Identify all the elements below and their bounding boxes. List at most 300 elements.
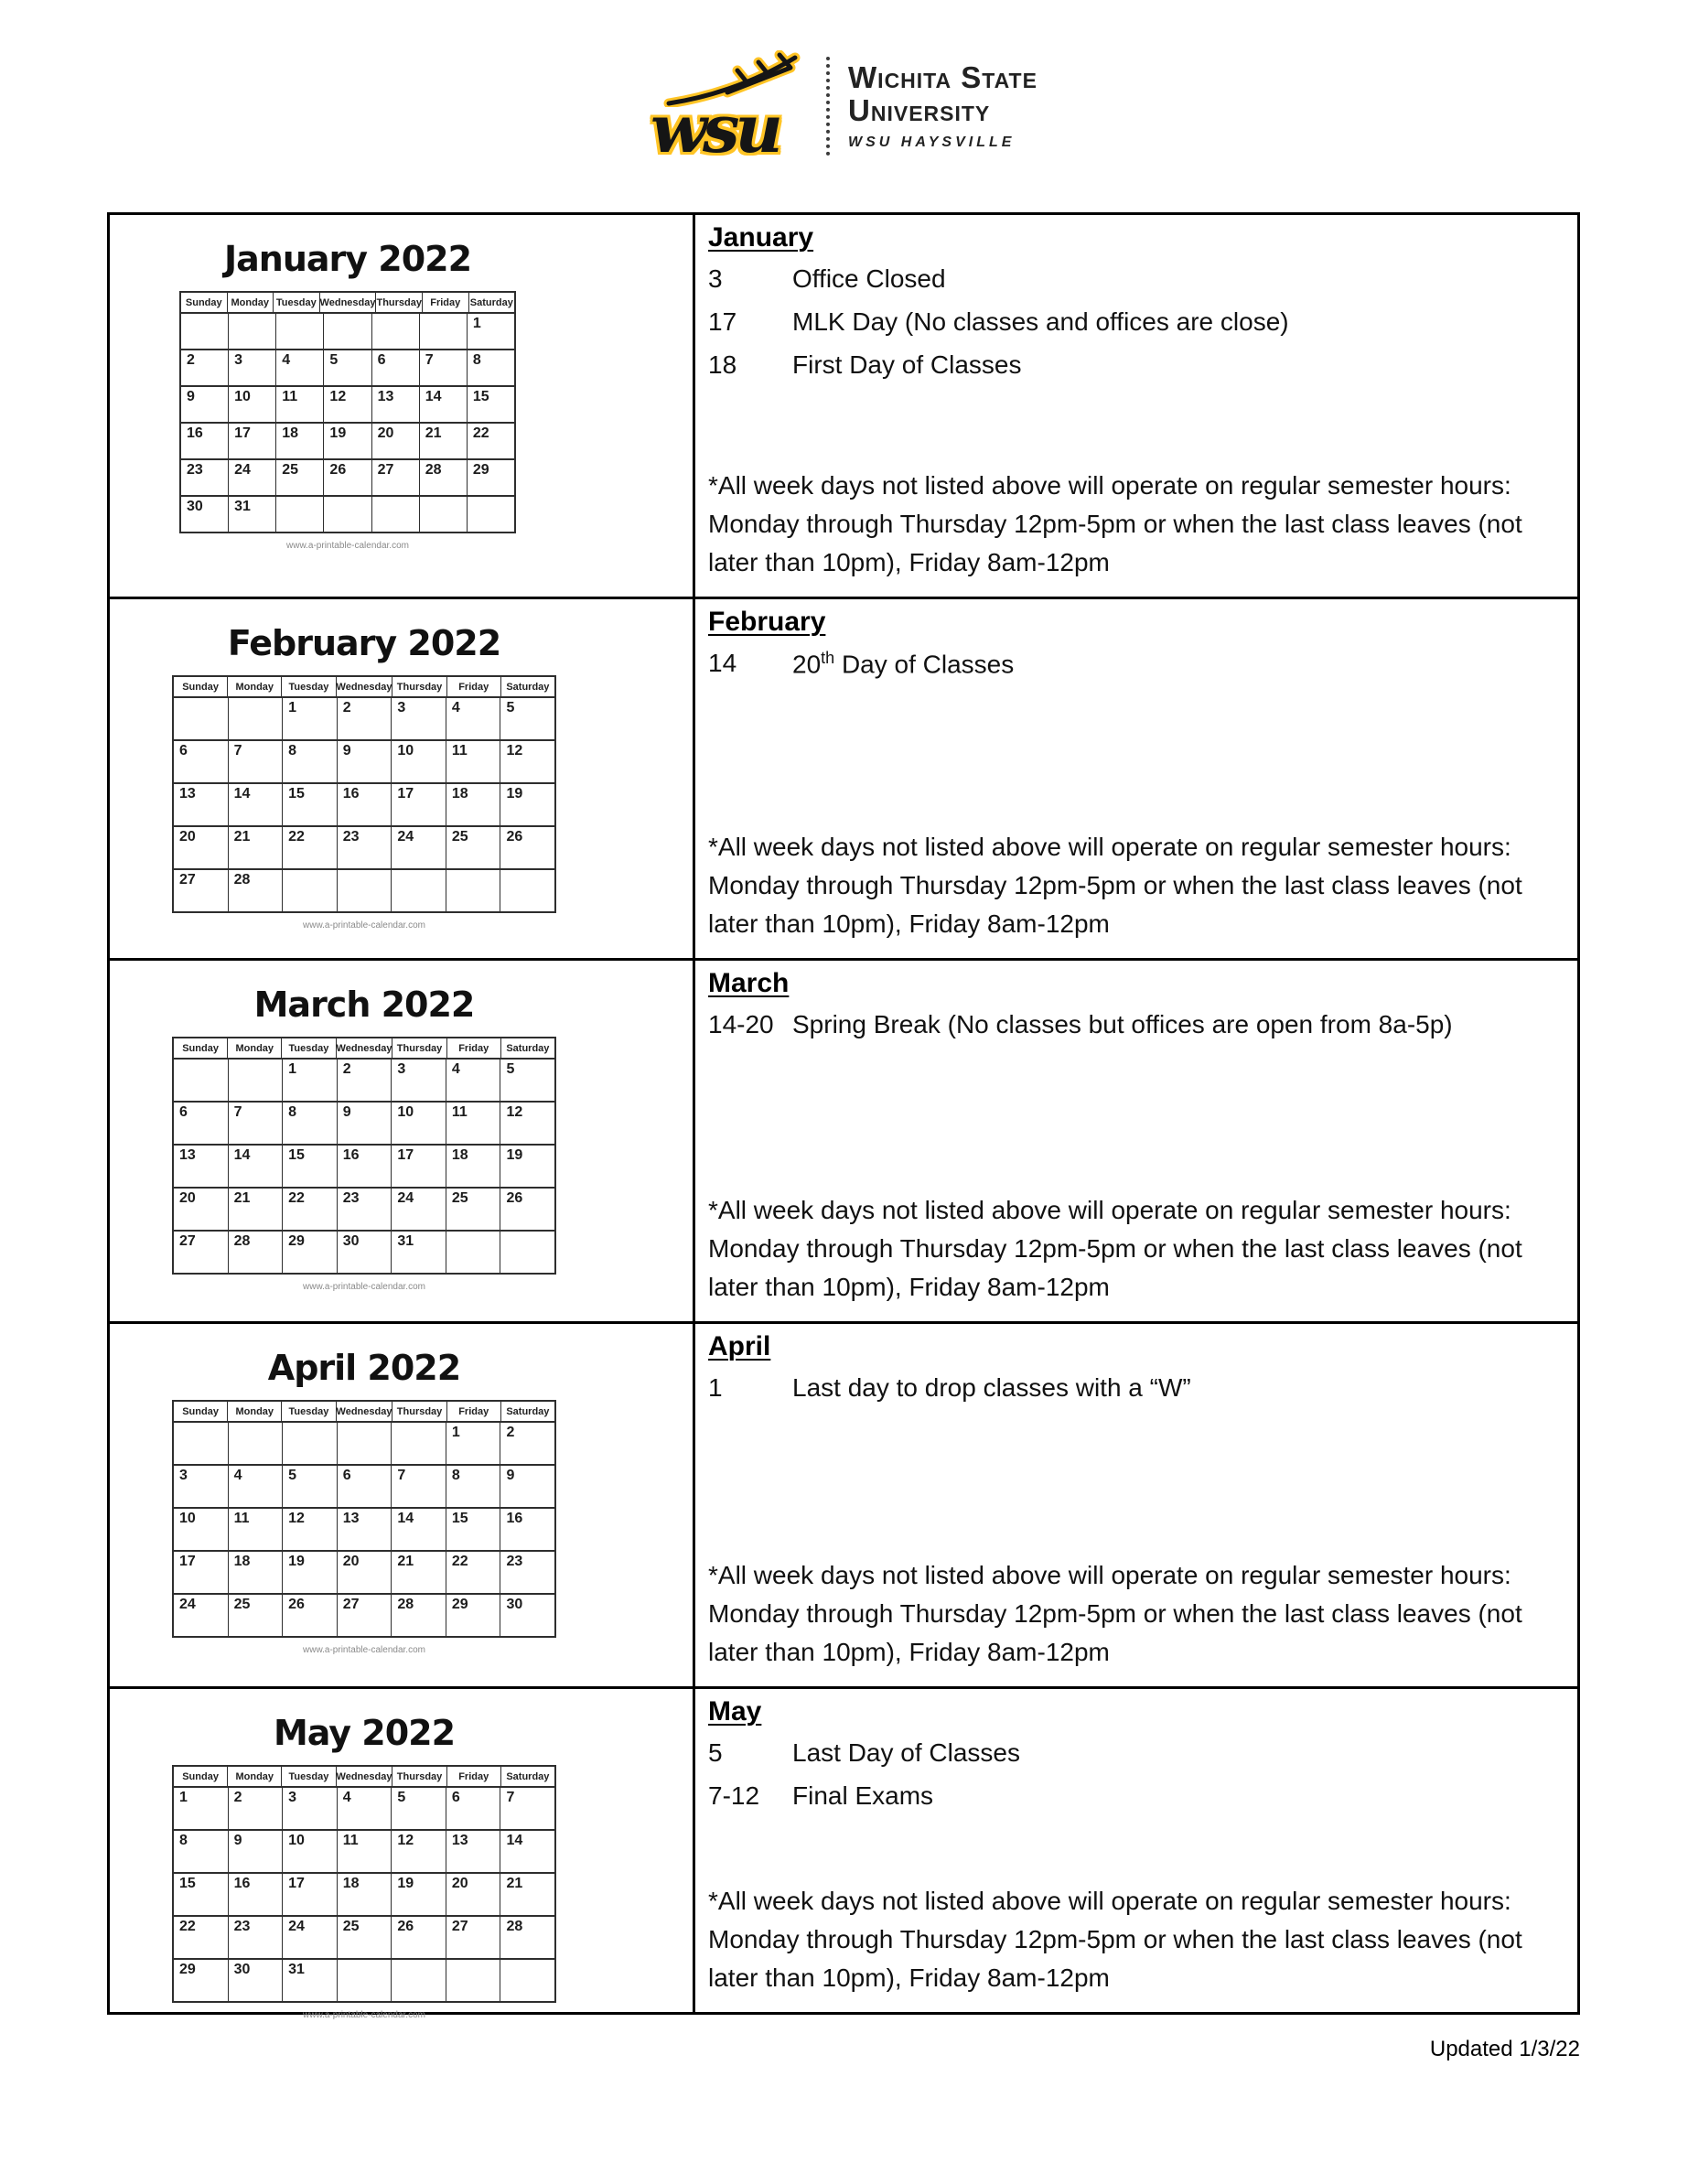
day-cell: 14 (229, 784, 284, 825)
week-row (181, 314, 514, 350)
day-cell: 3 (283, 1788, 338, 1829)
day-cell: 30 (229, 1960, 284, 2001)
day-cell: 20 (174, 827, 229, 868)
hours-note: *All week days not listed above will operate on regular semester hours: Monday through Thursday 12pm-5pm or when the last class leaves (not later than 10pm), Friday 8am-12pm (708, 471, 1522, 576)
calendar-month-title: February 2022 (227, 623, 501, 663)
day-cell: 16 (181, 424, 229, 458)
day-cell: 3 (392, 1060, 446, 1101)
day-cell: 28 (420, 460, 468, 495)
day-cell: 17 (174, 1552, 229, 1593)
day-cell: 24 (174, 1595, 229, 1636)
day-cell: 19 (506, 1147, 523, 1163)
event-dates: 7-12 (708, 1781, 760, 1810)
day-cell: 1 (446, 1423, 501, 1464)
week-row (174, 1466, 554, 1509)
week-row (174, 1831, 554, 1874)
day-cell (229, 1423, 284, 1464)
day-cell (392, 870, 446, 911)
day-cell: 31 (392, 1232, 446, 1273)
day-cell: 8 (283, 741, 338, 782)
weekday-header: Friday (447, 1038, 501, 1058)
day-cell (500, 870, 554, 911)
page-header (0, 50, 1688, 167)
day-cell: 23 (338, 1189, 392, 1230)
day-cell: 10 (392, 1103, 446, 1144)
day-cell: 26 (324, 460, 371, 495)
hours-note: *All week days not listed above will operate on regular semester hours: Monday through Thursday 12pm-5pm or when the last class leaves (not later than 10pm), Friday 8am-12pm (708, 833, 1522, 938)
day-cell: 6 (446, 1788, 501, 1829)
day-cell: 26 (283, 1595, 338, 1636)
event-dates: 14 (708, 649, 737, 677)
weekday-header: Wednesday (337, 1402, 393, 1421)
weekday-header: Wednesday (320, 293, 377, 312)
week-row (174, 1552, 554, 1595)
day-cell: 15 (446, 1509, 501, 1550)
day-cell: 20 (338, 1552, 392, 1593)
weekday-header: Thursday (392, 1038, 446, 1058)
event-desc-part: Day of Classes (834, 650, 1015, 679)
day-cell: 26 (506, 829, 523, 845)
april-calendar-image (172, 1348, 556, 1655)
day-cell: 21 (420, 424, 468, 458)
day-cell: 23 (506, 1554, 523, 1569)
weekday-header-row (181, 293, 514, 314)
week-row (174, 1788, 554, 1831)
day-cell: 4 (229, 1466, 284, 1507)
row-february (110, 599, 1577, 961)
day-cell: 14 (420, 387, 468, 422)
day-cell: 16 (338, 1146, 392, 1187)
weekday-header: Monday (228, 1402, 282, 1421)
day-cell: 17 (283, 1874, 338, 1915)
day-cell: 24 (392, 827, 446, 868)
weekday-header-row (174, 1038, 554, 1060)
day-cell: 6 (372, 350, 420, 385)
event-desc: Final Exams (792, 1781, 934, 1810)
weekday-header: Saturday (506, 1043, 550, 1054)
week-row (174, 1874, 554, 1917)
logo-text-block (848, 61, 1038, 151)
week-row (174, 741, 554, 784)
event-line (708, 264, 1561, 294)
day-cell: 25 (229, 1595, 284, 1636)
day-cell (229, 698, 284, 739)
weekday-header: Monday (228, 1038, 282, 1058)
event-line (708, 307, 1561, 337)
event-desc: Last day to drop classes with a “W” (792, 1373, 1191, 1402)
february-calendar-cell (110, 599, 695, 958)
day-cell: 3 (392, 698, 446, 739)
day-cell: 8 (283, 1103, 338, 1144)
updated-date-label: Updated 1/3/22 (1429, 2037, 1580, 2061)
day-cell: 6 (174, 1103, 229, 1144)
day-cell: 27 (174, 1232, 229, 1273)
week-row (174, 870, 554, 911)
week-row (181, 424, 514, 460)
day-cell: 4 (446, 698, 501, 739)
day-cell: 5 (324, 350, 371, 385)
day-cell: 7 (506, 1790, 515, 1805)
month-heading: February (708, 607, 826, 637)
weekday-header: Monday (228, 1767, 282, 1786)
day-cell: 11 (338, 1831, 392, 1872)
day-cell: 30 (181, 497, 229, 532)
day-cell: 10 (174, 1509, 229, 1550)
day-cell (338, 1960, 392, 2001)
day-cell: 19 (506, 786, 523, 802)
day-cell: 22 (472, 425, 489, 441)
hours-note: *All week days not listed above will operate on regular semester hours: Monday through Thursday 12pm-5pm or when the last class leaves (not later than 10pm), Friday 8am-12pm (708, 1887, 1522, 1992)
march-events-cell (695, 961, 1577, 1321)
day-cell: 21 (392, 1552, 446, 1593)
day-cell: 24 (283, 1917, 338, 1958)
day-cell: 19 (324, 424, 371, 458)
month-heading: May (708, 1696, 762, 1727)
day-cell: 19 (283, 1552, 338, 1593)
day-cell: 18 (229, 1552, 284, 1593)
events-list (708, 1010, 1561, 1053)
day-cell (338, 1423, 392, 1464)
event-desc: Office Closed (792, 264, 946, 293)
day-cell: 5 (392, 1788, 446, 1829)
calendar-source-url: www.a-printable-calendar.com (286, 541, 409, 551)
weekday-header: Friday (423, 293, 469, 312)
day-cell: 10 (229, 387, 276, 422)
week-row (174, 698, 554, 741)
day-cell (229, 314, 276, 349)
event-line (708, 1738, 1561, 1768)
day-cell: 22 (283, 1189, 338, 1230)
april-calendar-grid (172, 1400, 556, 1638)
wsu-logo-mark (650, 50, 808, 167)
event-desc (792, 649, 1014, 679)
day-cell: 1 (174, 1788, 229, 1829)
week-row (174, 1423, 554, 1466)
day-cell (181, 314, 229, 349)
day-cell: 10 (392, 741, 446, 782)
calendar-month-title: May 2022 (273, 1713, 456, 1753)
april-events-cell (695, 1324, 1577, 1686)
day-cell (392, 1960, 446, 2001)
week-row (174, 1595, 554, 1636)
day-cell: 29 (472, 462, 489, 478)
row-april (110, 1324, 1577, 1689)
january-calendar-cell (110, 215, 695, 597)
weekday-header: Saturday (506, 1771, 550, 1782)
event-desc: Spring Break (No classes but offices are open from 8a-5p) (792, 1010, 1453, 1038)
weekday-header: Tuesday (282, 1038, 336, 1058)
day-cell: 3 (229, 350, 276, 385)
day-cell (420, 497, 468, 532)
day-cell (446, 1232, 501, 1273)
day-cell: 7 (420, 350, 468, 385)
day-cell: 13 (338, 1509, 392, 1550)
event-desc-ordinal: th (821, 649, 835, 667)
hours-note: *All week days not listed above will operate on regular semester hours: Monday through Thursday 12pm-5pm or when the last class leaves (not later than 10pm), Friday 8am-12pm (708, 1196, 1522, 1301)
day-cell: 24 (392, 1189, 446, 1230)
weekday-header: Tuesday (282, 1767, 336, 1786)
day-cell (372, 314, 420, 349)
day-cell (174, 1423, 229, 1464)
february-calendar-image (172, 623, 556, 931)
day-cell: 27 (446, 1917, 501, 1958)
day-cell: 15 (174, 1874, 229, 1915)
week-row (181, 387, 514, 424)
weekday-header: Sunday (174, 1402, 228, 1421)
day-cell: 1 (472, 316, 481, 331)
day-cell: 21 (229, 827, 284, 868)
march-calendar-cell (110, 961, 695, 1321)
day-cell: 23 (181, 460, 229, 495)
month-heading: March (708, 968, 790, 998)
weekday-header: Wednesday (337, 1767, 393, 1786)
week-row (181, 350, 514, 387)
calendar-source-url: www.a-printable-calendar.com (303, 1645, 425, 1655)
weekday-header: Tuesday (282, 677, 336, 696)
day-cell: 13 (174, 784, 229, 825)
day-cell: 31 (283, 1960, 338, 2001)
day-cell: 2 (338, 1060, 392, 1101)
day-cell: 2 (229, 1788, 284, 1829)
day-cell: 20 (446, 1874, 501, 1915)
february-events-cell (695, 599, 1577, 958)
day-cell: 5 (506, 1061, 515, 1077)
week-row (174, 1917, 554, 1960)
day-cell: 2 (181, 350, 229, 385)
day-cell: 25 (446, 827, 501, 868)
may-calendar-image (172, 1713, 556, 2020)
day-cell (174, 1060, 229, 1101)
day-cell: 7 (392, 1466, 446, 1507)
day-cell: 11 (446, 1103, 501, 1144)
day-cell: 21 (229, 1189, 284, 1230)
day-cell (468, 497, 514, 532)
day-cell (283, 870, 338, 911)
day-cell (283, 1423, 338, 1464)
may-events-cell (695, 1689, 1577, 2012)
university-name-line2: University (848, 92, 991, 127)
weekday-header: Thursday (392, 1767, 446, 1786)
day-cell: 20 (372, 424, 420, 458)
weekday-header: Saturday (506, 1406, 550, 1417)
week-row (174, 1146, 554, 1189)
row-may (110, 1689, 1577, 2020)
day-cell: 8 (472, 352, 481, 368)
day-cell: 12 (324, 387, 371, 422)
day-cell: 28 (229, 1232, 284, 1273)
day-cell: 13 (446, 1831, 501, 1872)
weekday-header: Monday (228, 293, 274, 312)
day-cell: 8 (446, 1466, 501, 1507)
event-dates: 18 (708, 350, 737, 379)
day-cell: 14 (229, 1146, 284, 1187)
event-dates: 5 (708, 1738, 723, 1767)
weekday-header: Saturday (469, 297, 513, 308)
day-cell: 7 (229, 1103, 284, 1144)
day-cell: 22 (446, 1552, 501, 1593)
event-dates: 3 (708, 264, 723, 293)
weekday-header: Thursday (392, 677, 446, 696)
day-cell: 16 (338, 784, 392, 825)
weekday-header: Sunday (174, 1038, 228, 1058)
calendar-source-url: www.a-printable-calendar.com (303, 2010, 425, 2020)
day-cell: 13 (174, 1146, 229, 1187)
day-cell: 15 (283, 1146, 338, 1187)
day-cell: 26 (506, 1190, 523, 1206)
events-list (708, 649, 1561, 693)
event-desc: First Day of Classes (792, 350, 1022, 379)
weekday-header: Friday (447, 677, 501, 696)
day-cell: 15 (472, 389, 489, 404)
day-cell: 7 (229, 741, 284, 782)
weekday-header-row (174, 677, 554, 698)
day-cell: 27 (372, 460, 420, 495)
event-desc: Last Day of Classes (792, 1738, 1020, 1767)
day-cell: 25 (446, 1189, 501, 1230)
may-calendar-grid (172, 1765, 556, 2003)
day-cell: 12 (283, 1509, 338, 1550)
event-line (708, 649, 1561, 679)
day-cell: 11 (276, 387, 324, 422)
calendar-month-title: March 2022 (253, 984, 475, 1025)
day-cell (276, 497, 324, 532)
week-row (174, 1189, 554, 1232)
january-calendar-image (179, 239, 516, 551)
day-cell: 21 (506, 1876, 523, 1891)
day-cell: 12 (506, 743, 523, 758)
weekday-header: Friday (447, 1402, 501, 1421)
weekday-header: Saturday (506, 682, 550, 693)
events-list (708, 1738, 1561, 1824)
wsu-script-wordmark: wsu (650, 90, 779, 167)
day-cell: 9 (229, 1831, 284, 1872)
calendar-source-url: www.a-printable-calendar.com (303, 1282, 425, 1292)
day-cell (500, 1232, 554, 1273)
day-cell: 13 (372, 387, 420, 422)
day-cell (446, 1960, 501, 2001)
day-cell: 2 (338, 698, 392, 739)
day-cell (174, 698, 229, 739)
day-cell: 29 (446, 1595, 501, 1636)
weekday-header: Monday (228, 677, 282, 696)
day-cell: 23 (229, 1917, 284, 1958)
weekday-header: Wednesday (337, 677, 393, 696)
weekday-header: Tuesday (274, 293, 320, 312)
week-row (174, 1060, 554, 1103)
may-calendar-cell (110, 1689, 695, 2020)
week-row (181, 497, 514, 532)
day-cell (276, 314, 324, 349)
day-cell: 9 (338, 1103, 392, 1144)
weekday-header: Thursday (376, 293, 423, 312)
weekday-header: Friday (447, 1767, 501, 1786)
day-cell: 16 (506, 1511, 523, 1526)
calendar-source-url: www.a-printable-calendar.com (303, 920, 425, 931)
april-calendar-cell (110, 1324, 695, 1686)
campus-name: WSU HAYSVILLE (848, 134, 1016, 151)
february-calendar-grid (172, 675, 556, 913)
event-dates: 1 (708, 1373, 723, 1402)
day-cell: 12 (392, 1831, 446, 1872)
january-calendar-grid (179, 291, 516, 533)
day-cell: 30 (506, 1597, 523, 1612)
event-line (708, 1373, 1561, 1403)
weekday-header: Tuesday (282, 1402, 336, 1421)
day-cell: 23 (338, 827, 392, 868)
day-cell: 15 (283, 784, 338, 825)
day-cell: 9 (338, 741, 392, 782)
march-calendar-grid (172, 1037, 556, 1275)
day-cell: 1 (283, 698, 338, 739)
day-cell: 24 (229, 460, 276, 495)
day-cell: 12 (506, 1104, 523, 1120)
day-cell (324, 314, 371, 349)
weekday-header: Thursday (392, 1402, 446, 1421)
day-cell: 30 (338, 1232, 392, 1273)
day-cell: 17 (392, 1146, 446, 1187)
day-cell: 28 (229, 870, 284, 911)
day-cell: 8 (174, 1831, 229, 1872)
week-row (174, 1232, 554, 1273)
day-cell: 6 (338, 1466, 392, 1507)
row-january (110, 215, 1577, 599)
university-name-line1: Wichita State (848, 60, 1038, 95)
day-cell: 18 (338, 1874, 392, 1915)
day-cell: 17 (392, 784, 446, 825)
weekday-header: Wednesday (337, 1038, 393, 1058)
logo-divider (826, 57, 830, 156)
hours-note: *All week days not listed above will operate on regular semester hours: Monday through Thursday 12pm-5pm or when the last class leaves (not later than 10pm), Friday 8am-12pm (708, 1561, 1522, 1666)
day-cell (500, 1960, 554, 2001)
event-line (708, 1010, 1561, 1039)
week-row (174, 1509, 554, 1552)
day-cell: 18 (446, 1146, 501, 1187)
day-cell: 9 (181, 387, 229, 422)
day-cell: 18 (446, 784, 501, 825)
day-cell: 22 (174, 1917, 229, 1958)
day-cell: 3 (174, 1466, 229, 1507)
day-cell: 25 (338, 1917, 392, 1958)
day-cell: 14 (506, 1833, 523, 1848)
weekday-header: Sunday (174, 677, 228, 696)
week-row (181, 460, 514, 497)
day-cell: 14 (392, 1509, 446, 1550)
week-row (174, 1960, 554, 2001)
day-cell: 9 (506, 1468, 515, 1483)
event-dates: 14-20 (708, 1010, 774, 1038)
day-cell: 29 (283, 1232, 338, 1273)
day-cell: 4 (276, 350, 324, 385)
day-cell: 28 (506, 1919, 523, 1934)
day-cell (324, 497, 371, 532)
day-cell: 6 (174, 741, 229, 782)
january-events-cell (695, 215, 1577, 597)
day-cell: 5 (283, 1466, 338, 1507)
weekday-header: Sunday (181, 293, 228, 312)
day-cell (392, 1423, 446, 1464)
events-list (708, 264, 1561, 393)
day-cell: 31 (229, 497, 276, 532)
day-cell (338, 870, 392, 911)
month-heading: April (708, 1331, 771, 1361)
events-list (708, 1373, 1561, 1416)
day-cell: 18 (276, 424, 324, 458)
event-desc-part: 20 (792, 650, 822, 679)
day-cell: 11 (446, 741, 501, 782)
event-line (708, 1781, 1561, 1811)
day-cell: 27 (174, 870, 229, 911)
day-cell: 11 (229, 1509, 284, 1550)
